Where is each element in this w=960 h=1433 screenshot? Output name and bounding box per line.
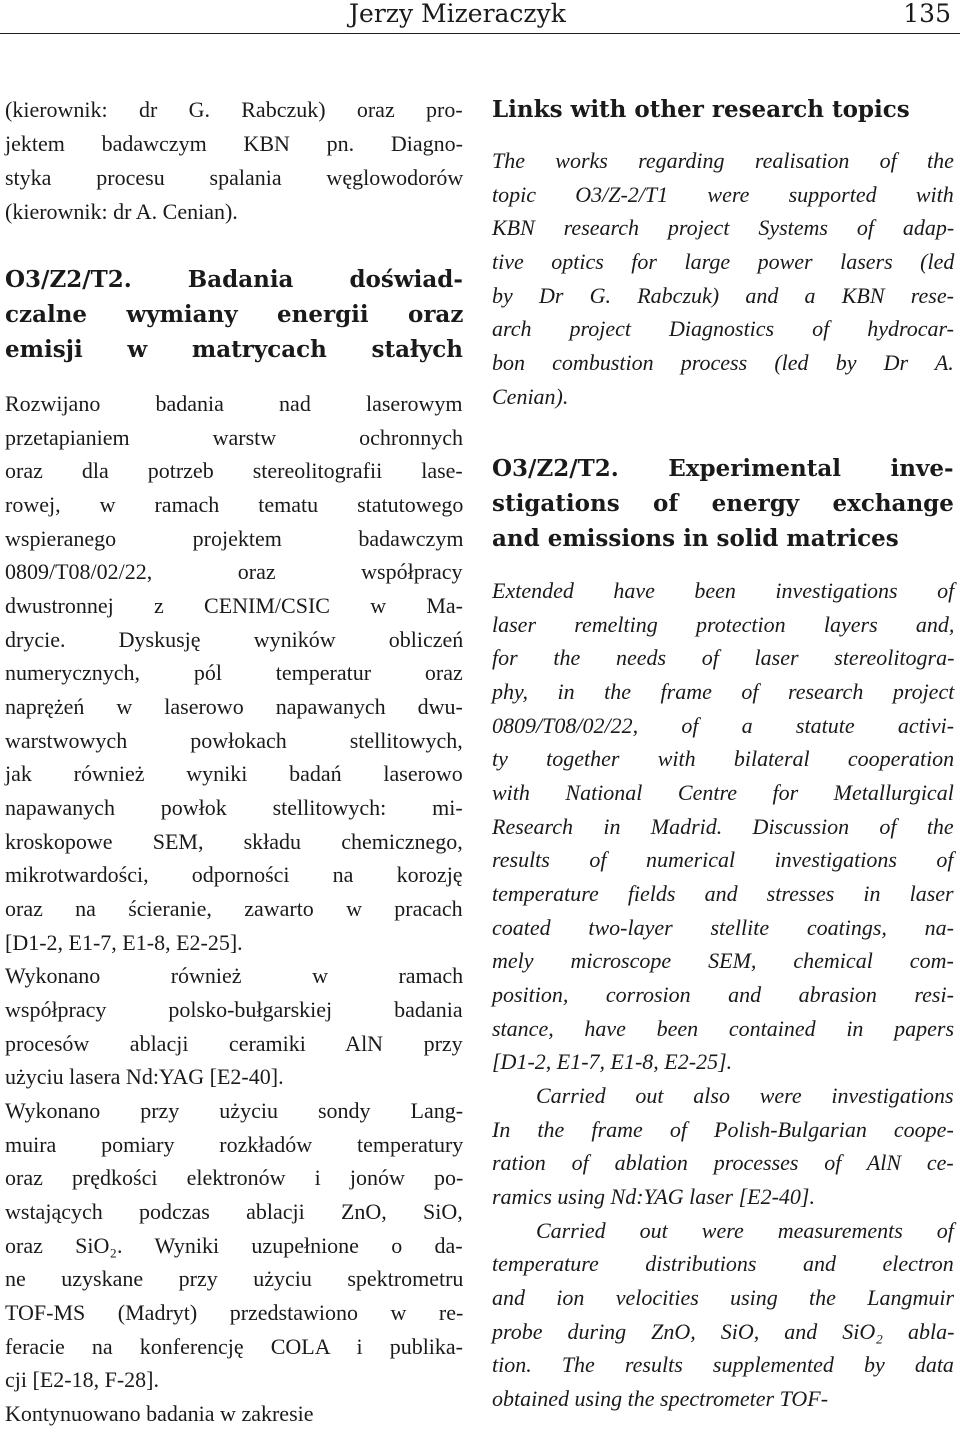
left-body-line: kroskopowe SEM, składu chemicznego,	[5, 829, 463, 854]
links-line: KBN research project Systems of adap-	[492, 215, 955, 240]
right-body-line: obtained using the spectrometer TOF-	[492, 1386, 829, 1411]
right-body-line: In the frame of Polish-Bulgarian coope-	[492, 1117, 954, 1142]
left-body-line: drycie. Dyskusję wyników obliczeń	[5, 627, 464, 652]
left-body-line: 0809/T08/02/22, oraz współpracy	[5, 559, 463, 584]
links-line: by Dr G. Rabczuk) and a KBN rese-	[492, 283, 954, 308]
left-body-line: Kontynuowano badania w zakresie	[5, 1401, 314, 1426]
right-body-line: laser remelting protection layers and,	[492, 612, 955, 637]
right-body-line: temperature distributions and electron	[492, 1251, 954, 1276]
right-body-line: 0809/T08/02/22, of a statute activi-	[492, 713, 955, 738]
left-body-line: wspieranego projektem badawczym	[5, 526, 464, 551]
right-body-line: Carried out were measurements of	[536, 1218, 954, 1243]
left-body-line: wstających podczas ablacji ZnO, SiO,	[5, 1199, 463, 1224]
left-intro-line: (kierownik: dr A. Cenian).	[5, 199, 238, 224]
right-body-line: position, corrosion and abrasion resi-	[492, 982, 954, 1007]
right-body-line: tion. The results supplemented by data	[492, 1352, 954, 1377]
left-body-line: TOF-MS (Madryt) przedstawiono w re-	[5, 1300, 464, 1325]
left-body-line: oraz SiO₂. Wyniki uzupełnione o da-	[5, 1233, 463, 1258]
right-body-line: [D1-2, E1-7, E1-8, E2-25].	[492, 1049, 733, 1074]
left-body-line: feracie na konferencję COLA i publika-	[5, 1334, 464, 1359]
left-body-line: napawanych powłok stellitowych: mi-	[5, 795, 463, 820]
right-body-line: Research in Madrid. Discussion of the	[492, 814, 954, 839]
left-body-line: oraz dla potrzeb stereolitografii lase-	[5, 458, 463, 483]
left-body-line: oraz na ścieranie, zawarto w pracach	[5, 896, 463, 921]
left-body-line: ne uzyskane przy użyciu spektrometru	[5, 1266, 464, 1291]
left-section-heading-line: czalne wymiany energii oraz	[5, 301, 464, 328]
links-line: topic O3/Z-2/T1 were supported with	[492, 182, 954, 207]
right-body-line: Extended have been investigations of	[492, 578, 955, 603]
page-number: 135	[903, 0, 951, 28]
left-section-heading-line: O3/Z2/T2. Badania doświad-	[5, 266, 463, 293]
left-intro-line: (kierownik: dr G. Rabczuk) oraz pro-	[5, 97, 463, 122]
left-body-line: dwustronnej z CENIM/CSIC w Ma-	[5, 593, 463, 618]
links-heading: Links with other research topics	[492, 96, 910, 123]
running-head-author: Jerzy Mizeraczyk	[349, 0, 566, 28]
left-body-line: cji [E2-18, F-28].	[5, 1367, 159, 1392]
links-line: The works regarding realisation of the	[492, 148, 954, 173]
right-body-line: Carried out also were investigations	[536, 1083, 954, 1108]
right-body-line: ty together with bilateral cooperation	[492, 746, 955, 771]
left-body-line: oraz prędkości elektronów i jonów po-	[5, 1165, 464, 1190]
left-body-line: przetapianiem warstw ochronnych	[5, 425, 463, 450]
links-line: tive optics for large power lasers (led	[492, 249, 955, 274]
links-line: bon combustion process (led by Dr A.	[492, 350, 954, 375]
links-line: arch project Diagnostics of hydrocar-	[492, 316, 954, 341]
left-body-line: procesów ablacji ceramiki AlN przy	[5, 1031, 463, 1056]
left-section-heading-line: emisji w matrycach stałych	[5, 336, 463, 363]
left-body-line: numerycznych, pól temperatur oraz	[5, 660, 463, 685]
left-body-line: Rozwijano badania nad laserowym	[5, 391, 463, 416]
right-body-line: mely microscope SEM, chemical com-	[492, 948, 954, 973]
right-body-line: ramics using Nd:YAG laser [E2-40].	[492, 1184, 815, 1209]
left-body-line: Wykonano przy użyciu sondy Lang-	[5, 1098, 464, 1123]
left-body-line: rowej, w ramach tematu statutowego	[5, 492, 464, 517]
left-body-line: mikrotwardości, odporności na korozję	[5, 862, 463, 887]
right-section-heading-line: stigations of energy exchange	[492, 490, 954, 517]
links-line: Cenian).	[492, 384, 569, 409]
left-body-line: współpracy polsko-bułgarskiej badania	[5, 997, 463, 1022]
right-body-line: ration of ablation processes of AlN ce-	[492, 1150, 954, 1175]
left-body-line: użyciu lasera Nd:YAG [E2-40].	[5, 1064, 284, 1089]
left-body-line: naprężeń w laserowo napawanych dwu-	[5, 694, 463, 719]
header-rule	[0, 33, 960, 34]
right-section-heading-line: and emissions in solid matrices	[492, 525, 899, 552]
left-intro-line: styka procesu spalania węglowodorów	[5, 165, 464, 190]
right-body-line: coated two-layer stellite coatings, na-	[492, 915, 954, 940]
right-body-line: results of numerical investigations of	[492, 847, 954, 872]
left-intro-line: jektem badawczym KBN pn. Diagno-	[5, 131, 463, 156]
right-body-line: phy, in the frame of research project	[492, 679, 955, 704]
left-body-line: Wykonano również w ramach	[5, 963, 464, 988]
left-body-line: warstwowych powłokach stellitowych,	[5, 728, 463, 753]
right-body-line: for the needs of laser stereolitogra-	[492, 645, 955, 670]
right-section-heading-line: O3/Z2/T2. Experimental inve-	[492, 455, 954, 482]
right-body-line: and ion velocities using the Langmuir	[492, 1285, 955, 1310]
left-body-line: [D1-2, E1-7, E1-8, E2-25].	[5, 930, 243, 955]
page-header	[0, 0, 960, 36]
right-body-line: stance, have been contained in papers	[492, 1016, 955, 1041]
right-body-line: temperature fields and stresses in laser	[492, 881, 954, 906]
left-body-line: jak również wyniki badań laserowo	[5, 761, 463, 786]
left-body-line: muira pomiary rozkładów temperatury	[5, 1132, 464, 1157]
right-body-line: probe during ZnO, SiO, and SiO₂ abla-	[492, 1319, 955, 1344]
right-body-line: with National Centre for Metallurgical	[492, 780, 954, 805]
